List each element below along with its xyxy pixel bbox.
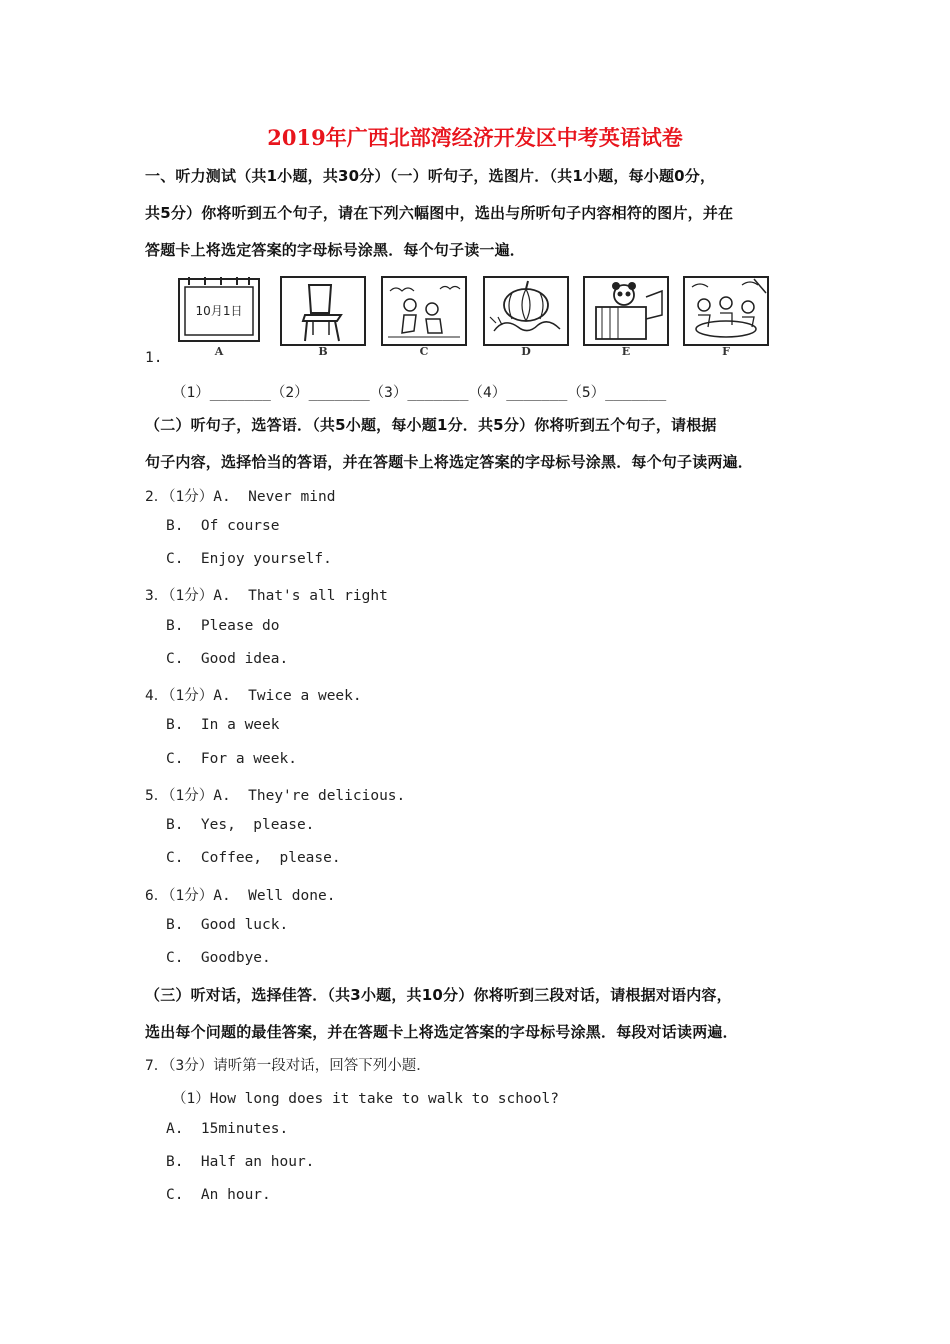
question-6-option-a: 6．（1分）A. Well done.	[145, 888, 336, 904]
question-2-option-b: B. Of course	[166, 518, 280, 534]
question-1-answer-blanks: （1）_______（2）_______（3）_______（4）_______（5）_______	[172, 385, 667, 401]
section2-instructions-line1: （二）听句子，选答语．（共5小题，每小题1分．共5分）你将听到五个句子，请根据	[145, 416, 717, 434]
section3-instructions-line1: （三）听对话，选择佳答．（共3小题，共10分）你将听到三段对话，请根据对语内容，	[145, 986, 732, 1004]
section1-instructions-line2: 共5分）你将听到五个句子，请在下列六幅图中，选出与所听句子内容相符的图片，并在	[145, 204, 734, 222]
question-4-option-b: B. In a week	[166, 717, 280, 733]
question-6-option-c: C. Goodbye.	[166, 950, 271, 966]
question-3-option-a: 3．（1分）A. That's all right	[145, 588, 388, 604]
question-6-option-b: B. Good luck.	[166, 917, 289, 933]
section2-instructions-line2: 句子内容，选择恰当的答语，并在答题卡上将选定答案的字母标号涂黑．每个句子读两遍．	[145, 453, 754, 471]
question-1-number: 1.	[145, 350, 163, 366]
picture-e-label: E	[621, 345, 631, 358]
question-5-option-a: 5．（1分）A. They're delicious.	[145, 788, 406, 804]
question-3-option-c: C. Good idea.	[166, 651, 289, 667]
section3-instructions-line2: 选出每个问题的最佳答案，并在答题卡上将选定答案的字母标号涂黑．每段对话读两遍．	[145, 1023, 738, 1041]
section1-instructions-line1: 一、听力测试（共1小题，共30分）（一）听句子，选图片．（共1小题，每小题0分，	[145, 167, 716, 185]
question-7-sub-question: （1）How long does it take to walk to school?	[172, 1091, 559, 1107]
picture-f-label: F	[722, 345, 730, 358]
picture-c-label: C	[419, 345, 429, 358]
section1-instructions-line3: 答题卡上将选定答案的字母标号涂黑．每个句子读一遍．	[145, 241, 526, 259]
question-7-option-b: B. Half an hour.	[166, 1154, 315, 1170]
picture-b-chair-icon	[279, 275, 367, 347]
question-7-stem: 7．（3分）请听第一段对话，回答下列小题．	[145, 1058, 431, 1074]
picture-d-pumpkin-icon	[482, 275, 570, 347]
picture-a-calendar-icon	[175, 275, 263, 347]
question-2-option-a: 2．（1分）A. Never mind	[145, 489, 336, 505]
calendar-date-text: 10月1日	[195, 304, 243, 318]
question-4-option-a: 4．（1分）A. Twice a week.	[145, 688, 362, 704]
question-2-option-c: C. Enjoy yourself.	[166, 551, 332, 567]
picture-e-panda-icon	[582, 275, 670, 347]
page-title: 2019年广西北部湾经济开发区中考英语试卷	[267, 125, 683, 150]
picture-f-picnic-icon	[682, 275, 770, 347]
question-5-option-b: B. Yes, please.	[166, 817, 315, 833]
picture-a-label: A	[214, 345, 224, 358]
picture-b-label: B	[318, 345, 328, 358]
question-7-option-a: A. 15minutes.	[166, 1121, 289, 1137]
question-7-option-c: C. An hour.	[166, 1187, 271, 1203]
question-4-option-c: C. For a week.	[166, 751, 297, 767]
picture-c-children-playing-icon	[380, 275, 468, 347]
question-5-option-c: C. Coffee, please.	[166, 850, 341, 866]
picture-d-label: D	[521, 345, 531, 358]
question-3-option-b: B. Please do	[166, 618, 280, 634]
